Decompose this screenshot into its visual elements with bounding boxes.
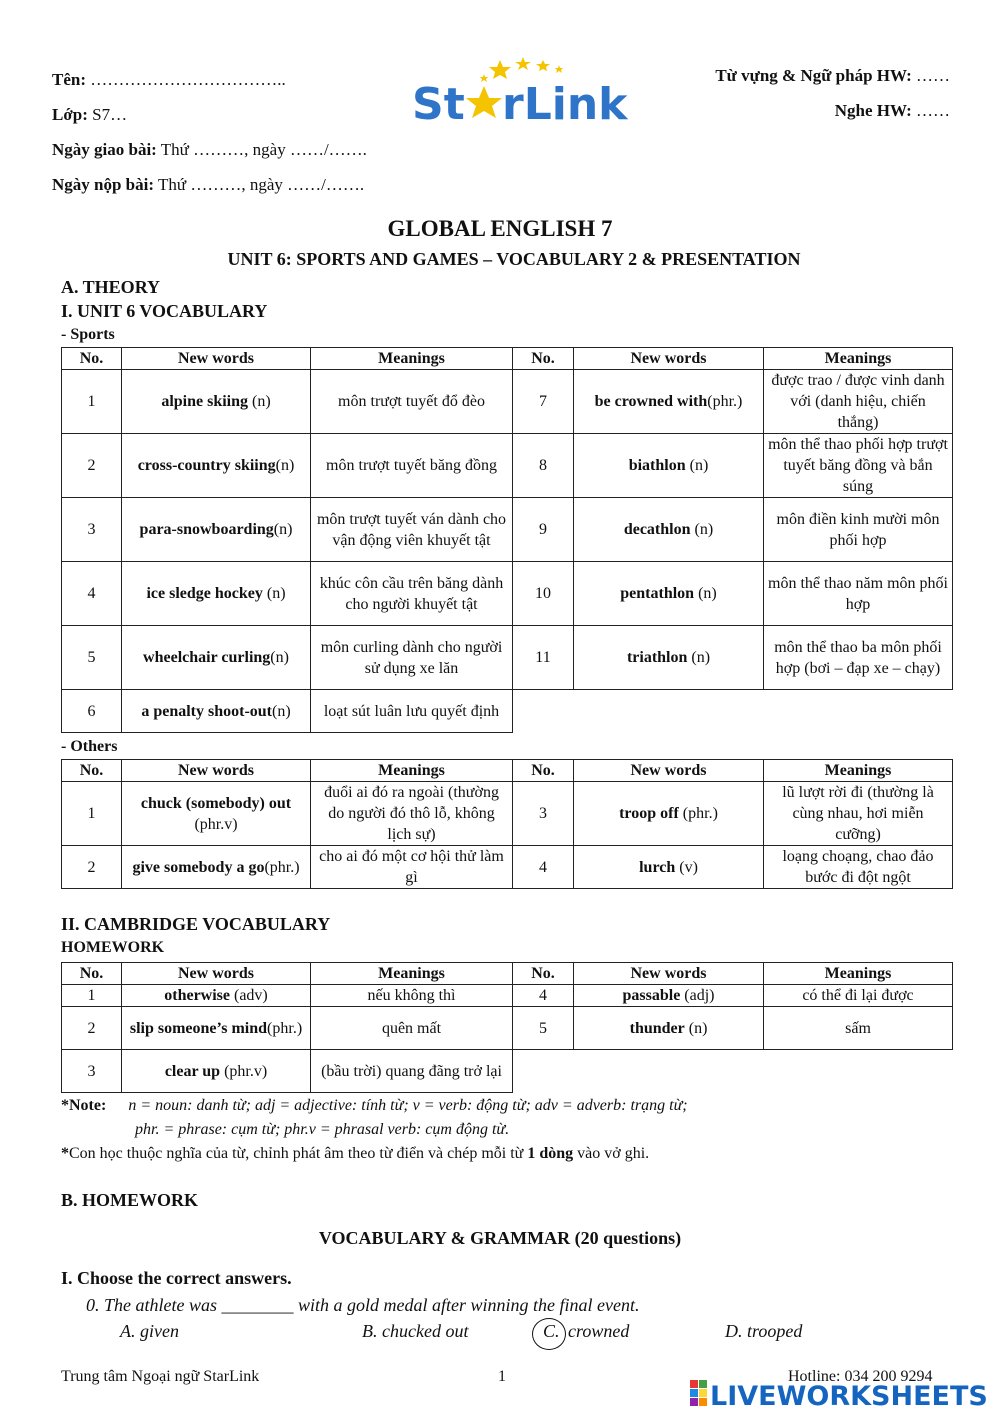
table-row (62, 434, 953, 498)
table-header-row (62, 348, 953, 370)
vocab-meaning: được trao / được vinh danh với (danh hiệu, chiến thắng) (764, 370, 953, 434)
vocab-word: chuck (somebody) out (140, 794, 292, 812)
table-row (62, 562, 953, 626)
row-number: 1 (62, 370, 122, 434)
vocab-word: decathlon (623, 521, 691, 538)
name-label: Tên: (52, 70, 86, 89)
unit-vocab-heading: I. UNIT 6 VOCABULARY (61, 301, 268, 321)
row-number: 4 (62, 562, 122, 626)
note-block (61, 1097, 688, 1115)
column-header: New words (574, 348, 764, 370)
liveworksheets-logo (690, 1374, 990, 1410)
vocab-word: troop off (619, 805, 679, 822)
vocab-word-cell (574, 985, 764, 1007)
word-type: (phr.) (267, 1019, 303, 1037)
row-number: 10 (513, 562, 574, 626)
vocab-word: be crowned with (594, 393, 708, 410)
homework-label: HOMEWORK (61, 939, 165, 956)
instruction-star: * (61, 1145, 69, 1162)
submit-date-line (52, 175, 364, 195)
note-line-2-wrap (135, 1121, 509, 1139)
table-row (62, 370, 953, 434)
vocab-meaning: loạt sút luân lưu quyết định (311, 690, 513, 733)
class-line (52, 105, 127, 125)
row-number: 5 (62, 626, 122, 690)
vocab-word: biathlon (628, 457, 686, 474)
listen-hw-label: Nghe HW: (834, 101, 912, 120)
vocab-meaning: (bầu trời) quang đãng trở lại (311, 1050, 513, 1093)
vocab-meaning: môn trượt tuyết đổ đèo (311, 370, 513, 434)
table-body (62, 985, 953, 1093)
row-number: 1 (62, 782, 122, 846)
word-type: (phr.) (264, 858, 300, 876)
logo-text-right: rLink (502, 79, 628, 130)
theory-heading: A. THEORY (61, 277, 161, 297)
vocab-word: wheelchair curling (143, 649, 271, 666)
column-header: No. (513, 760, 574, 782)
row-number: 11 (513, 626, 574, 690)
row-number: 5 (513, 1007, 574, 1050)
page-title: GLOBAL ENGLISH 7 (387, 216, 613, 241)
vocab-grammar-title: VOCABULARY & GRAMMAR (20 questions) (318, 1228, 682, 1248)
word-type: (phr.v) (194, 815, 238, 833)
word-type: (n) (262, 585, 286, 602)
table-row (62, 846, 953, 889)
cambridge-vocab-table (61, 962, 953, 1093)
vocab-word-cell (122, 985, 311, 1007)
page-subtitle: UNIT 6: SPORTS AND GAMES – VOCABULARY 2 & PRESENTATION (227, 249, 801, 269)
logo-star-a-icon (466, 86, 502, 118)
vocab-meaning: môn trượt tuyết ván dành cho vận động viên khuyết tật (311, 498, 513, 562)
vocab-word-cell (122, 626, 311, 690)
column-header: New words (122, 963, 311, 985)
vocab-meaning: môn thể thao năm môn phối hợp (764, 562, 953, 626)
word-type: (adv) (230, 987, 268, 1004)
row-number: 4 (513, 846, 574, 889)
listen-hw-line (835, 101, 950, 121)
vocab-word-cell (122, 498, 311, 562)
table-body (62, 782, 953, 889)
column-header: No. (513, 348, 574, 370)
row-number: 2 (62, 1007, 122, 1050)
vocab-meaning: cho ai đó một cơ hội thử làm gì (311, 846, 513, 889)
vocab-word-cell (122, 1007, 311, 1050)
word-type: (n) (694, 585, 717, 602)
footer-center-name: Trung tâm Ngoại ngữ StarLink (61, 1368, 260, 1385)
note-label: *Note: (61, 1097, 107, 1114)
table-body (62, 370, 953, 733)
vocab-word-cell (122, 782, 311, 846)
study-instruction (61, 1145, 649, 1163)
table-header-row (62, 963, 953, 985)
vocab-hw-line (715, 66, 950, 86)
class-label: Lớp: (52, 105, 88, 124)
listen-hw-score[interactable]: …… (916, 101, 950, 120)
word-type: (adj) (680, 987, 715, 1004)
vocab-word: lurch (639, 858, 676, 876)
word-type: (phr.) (678, 805, 718, 822)
vocab-word: passable (622, 987, 681, 1004)
vocab-hw-label: Từ vựng & Ngữ pháp HW: (715, 66, 912, 85)
vocab-word: clear up (164, 1062, 221, 1080)
vocab-meaning: môn điền kinh mười môn phối hợp (764, 498, 953, 562)
row-number: 9 (513, 498, 574, 562)
word-type: (n) (684, 1019, 708, 1037)
question-0: 0. The athlete was ________ with a gold medal after winning the final event. (86, 1295, 640, 1315)
column-header: No. (62, 760, 122, 782)
homework-heading: B. HOMEWORK (61, 1190, 199, 1210)
row-number: 3 (513, 782, 574, 846)
column-header: No. (62, 348, 122, 370)
vocab-word: thunder (629, 1019, 685, 1037)
name-field[interactable]: …………………………….. (90, 70, 286, 89)
vocab-meaning: đuổi ai đó ra ngoài (thường do người đó thô lỗ, không lịch sự) (311, 782, 513, 846)
word-type: (n) (270, 649, 289, 666)
class-field[interactable]: S7… (92, 105, 128, 124)
column-header: New words (574, 760, 764, 782)
table-row (62, 690, 953, 733)
submit-label: Ngày nộp bài: (52, 175, 155, 194)
table-row (62, 782, 953, 846)
vocab-word: triathlon (626, 649, 688, 666)
others-vocab-table (61, 759, 953, 889)
column-header: Meanings (311, 348, 513, 370)
row-number: 2 (62, 434, 122, 498)
vocab-word-cell (574, 434, 764, 498)
vocab-word-cell (574, 562, 764, 626)
vocab-word-cell (574, 626, 764, 690)
instruction-text-b: vào vở ghi. (573, 1145, 650, 1162)
column-header: No. (62, 963, 122, 985)
vocab-meaning: môn trượt tuyết băng đồng (311, 434, 513, 498)
sports-vocab-table (61, 347, 953, 733)
empty-cell (513, 1050, 574, 1093)
vocab-word: pentathlon (620, 585, 695, 602)
option-c-text[interactable]: crowned (568, 1321, 630, 1341)
option-a[interactable]: A. given (120, 1321, 179, 1341)
table-row (62, 626, 953, 690)
note-line-1: n = noun: danh từ; adj = adjective: tính từ; v = verb: động từ; adv = adverb: trạng từ; (128, 1097, 688, 1114)
others-label: - Others (61, 738, 118, 755)
vocab-word: a penalty shoot-out (141, 702, 273, 720)
option-b[interactable]: B. chucked out (362, 1321, 469, 1341)
word-type: (n) (687, 649, 711, 666)
vocab-word-cell (122, 690, 311, 733)
watermark-text: LIVEWORKSHEETS (710, 1381, 988, 1410)
name-line (52, 70, 286, 90)
column-header: New words (574, 963, 764, 985)
column-header: Meanings (764, 348, 953, 370)
column-header: New words (122, 760, 311, 782)
assign-label: Ngày giao bài: (52, 140, 157, 159)
vocab-meaning: khúc côn cầu trên băng dành cho người khuyết tật (311, 562, 513, 626)
starlink-logo (412, 52, 642, 132)
vocab-meaning: nếu không thì (311, 985, 513, 1007)
vocab-hw-score[interactable]: …… (916, 66, 950, 85)
word-type: (n) (248, 393, 271, 410)
page-number: 1 (498, 1368, 506, 1385)
row-number: 8 (513, 434, 574, 498)
vocab-word-cell (574, 370, 764, 434)
sports-label: - Sports (61, 326, 115, 343)
vocab-meaning: môn thể thao phối hợp trượt tuyết băng đồng và bắn súng (764, 434, 953, 498)
vocab-word: otherwise (164, 987, 230, 1004)
row-number: 6 (62, 690, 122, 733)
part-1-heading: I. Choose the correct answers. (61, 1268, 292, 1288)
instruction-text-a: Con học thuộc nghĩa của từ, chỉnh phát âm theo từ điển và chép mỗi từ (69, 1145, 528, 1162)
vocab-meaning: quên mất (311, 1007, 513, 1050)
vocab-word-cell (574, 782, 764, 846)
vocab-meaning: sấm (764, 1007, 953, 1050)
vocab-word-cell (574, 846, 764, 889)
row-number: 3 (62, 1050, 122, 1093)
empty-cell (574, 690, 764, 733)
assign-date-line (52, 140, 367, 160)
row-number: 1 (62, 985, 122, 1007)
starlink-logo-graphic (412, 52, 642, 132)
vocab-word: ice sledge hockey (146, 585, 263, 602)
word-type: (phr.) (707, 393, 743, 410)
option-c-letter[interactable]: C. (543, 1321, 560, 1341)
empty-cell (574, 1050, 764, 1093)
vocab-word: para-snowboarding (139, 521, 274, 538)
empty-cell (764, 1050, 953, 1093)
empty-cell (764, 690, 953, 733)
vocab-word-cell (122, 562, 311, 626)
vocab-word: cross-country skiing (137, 457, 276, 474)
word-type: (n) (272, 702, 291, 720)
vocab-meaning: môn thể thao ba môn phối hợp (bơi – đạp xe – chạy) (764, 626, 953, 690)
vocab-word-cell (574, 1007, 764, 1050)
table-row (62, 1007, 953, 1050)
column-header: No. (513, 963, 574, 985)
row-number: 2 (62, 846, 122, 889)
word-type: (phr.v) (220, 1062, 268, 1080)
lw-square-icon (690, 1380, 698, 1388)
vocab-word: give somebody a go (132, 858, 265, 876)
logo-text-left: St (412, 79, 465, 130)
vocab-meaning: có thể đi lại được (764, 985, 953, 1007)
column-header: Meanings (311, 760, 513, 782)
footer-hotline: Hotline: 034 200 9294 (788, 1368, 933, 1385)
vocab-word-cell (122, 846, 311, 889)
word-type: (n) (690, 521, 714, 538)
table-row (62, 1050, 953, 1093)
instruction-bold: 1 dòng (527, 1145, 574, 1162)
vocab-word-cell (122, 1050, 311, 1093)
table-header-row (62, 760, 953, 782)
row-number: 7 (513, 370, 574, 434)
option-d[interactable]: D. trooped (725, 1321, 803, 1341)
assign-date-field[interactable]: Thứ ………, ngày ……/……. (160, 140, 367, 159)
column-header: New words (122, 348, 311, 370)
submit-date-field[interactable]: Thứ ………, ngày ……/……. (157, 175, 365, 194)
word-type: (n) (273, 521, 293, 538)
empty-cell (513, 690, 574, 733)
vocab-meaning: môn curling dành cho người sử dụng xe lăn (311, 626, 513, 690)
liveworksheets-watermark (690, 1374, 990, 1410)
word-type: (v) (675, 858, 698, 876)
column-header: Meanings (311, 963, 513, 985)
table-row (62, 985, 953, 1007)
row-number: 4 (513, 985, 574, 1007)
table-row (62, 498, 953, 562)
vocab-meaning: loạng choạng, chao đảo bước đi đột ngột (764, 846, 953, 889)
column-header: Meanings (764, 760, 953, 782)
word-type: (n) (275, 457, 295, 474)
vocab-word-cell (122, 370, 311, 434)
vocab-meaning: lũ lượt rời đi (thường là cùng nhau, hơi miễn cưỡng) (764, 782, 953, 846)
note-line-2: phr. = phrase: cụm từ; phr.v = phrasal verb: cụm động từ. (135, 1121, 510, 1138)
cambridge-heading: II. CAMBRIDGE VOCABULARY (61, 914, 331, 934)
vocab-word-cell (574, 498, 764, 562)
vocab-word-cell (122, 434, 311, 498)
word-type: (n) (685, 457, 709, 474)
vocab-word: slip someone’s mind (129, 1019, 268, 1037)
vocab-word: alpine skiing (161, 393, 249, 410)
column-header: Meanings (764, 963, 953, 985)
row-number: 3 (62, 498, 122, 562)
